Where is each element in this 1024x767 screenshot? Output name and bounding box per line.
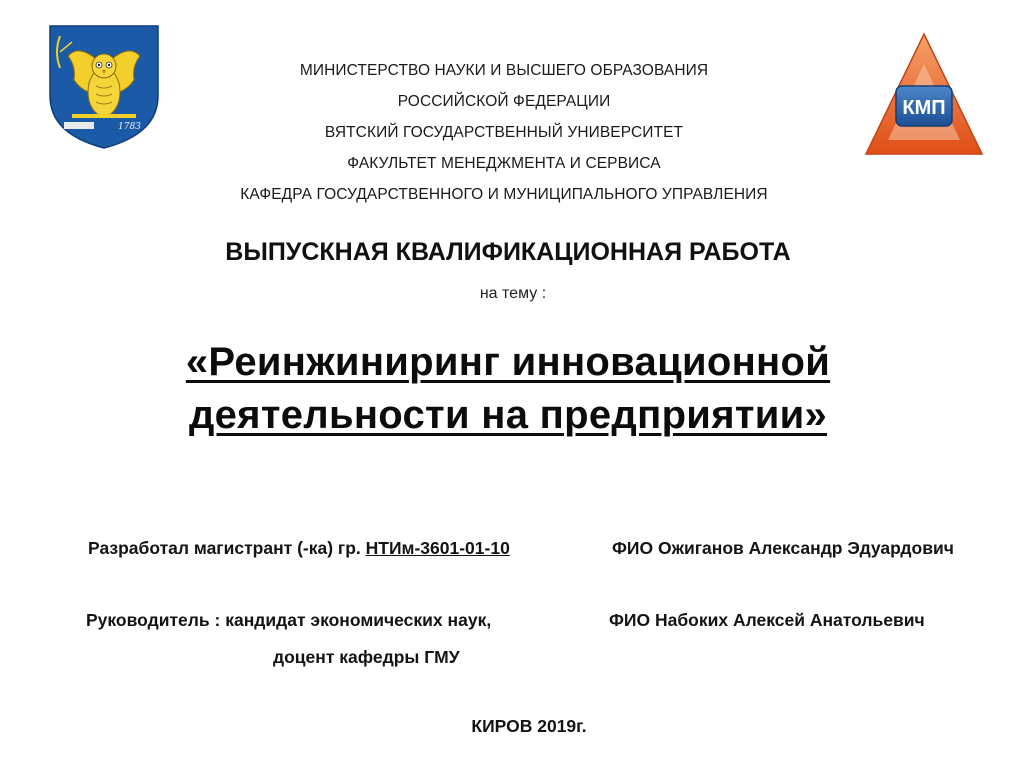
ministry-line: МИНИСТЕРСТВО НАУКИ И ВЫСШЕГО ОБРАЗОВАНИЯ (299, 62, 709, 79)
supervisor-label: Руководитель : кандидат экономических наук, (86, 610, 492, 630)
supervisor-position: доцент кафедры ГМУ (273, 647, 460, 667)
supervisor-name: ФИО Набоких Алексей Анатольевич (609, 610, 925, 630)
author-group: НТИм-3601-01-10 (365, 538, 510, 558)
faculty-line: ФАКУЛЬТЕТ МЕНЕДЖМЕНТА И СЕРВИСА (347, 155, 661, 172)
author-info (88, 538, 510, 559)
kmp-logo-text: КМП (902, 97, 946, 119)
work-type-heading: ВЫПУСКНАЯ КВАЛИФИКАЦИОННАЯ РАБОТА (225, 238, 791, 266)
city-year: КИРОВ 2019г. (471, 716, 587, 736)
thesis-title-line-2: деятельности на предприятии» (188, 393, 828, 437)
department-line: КАФЕДРА ГОСУДАРСТВЕННОГО И МУНИЦИПАЛЬНОГО УПРАВЛЕНИЯ (240, 186, 768, 203)
country-line: РОССИЙСКОЙ ФЕДЕРАЦИИ (397, 93, 611, 110)
topic-label: на тему : (479, 285, 547, 302)
university-line: ВЯТСКИЙ ГОСУДАРСТВЕННЫЙ УНИВЕРСИТЕТ (324, 124, 684, 141)
svg-text:1783: 1783 (118, 122, 141, 132)
author-label: Разработал магистрант (-ка) гр. (88, 538, 366, 558)
author-name: ФИО Ожиганов Александр Эдуардович (612, 538, 954, 558)
thesis-title-line-1: «Реинжиниринг инновационной (185, 340, 831, 384)
